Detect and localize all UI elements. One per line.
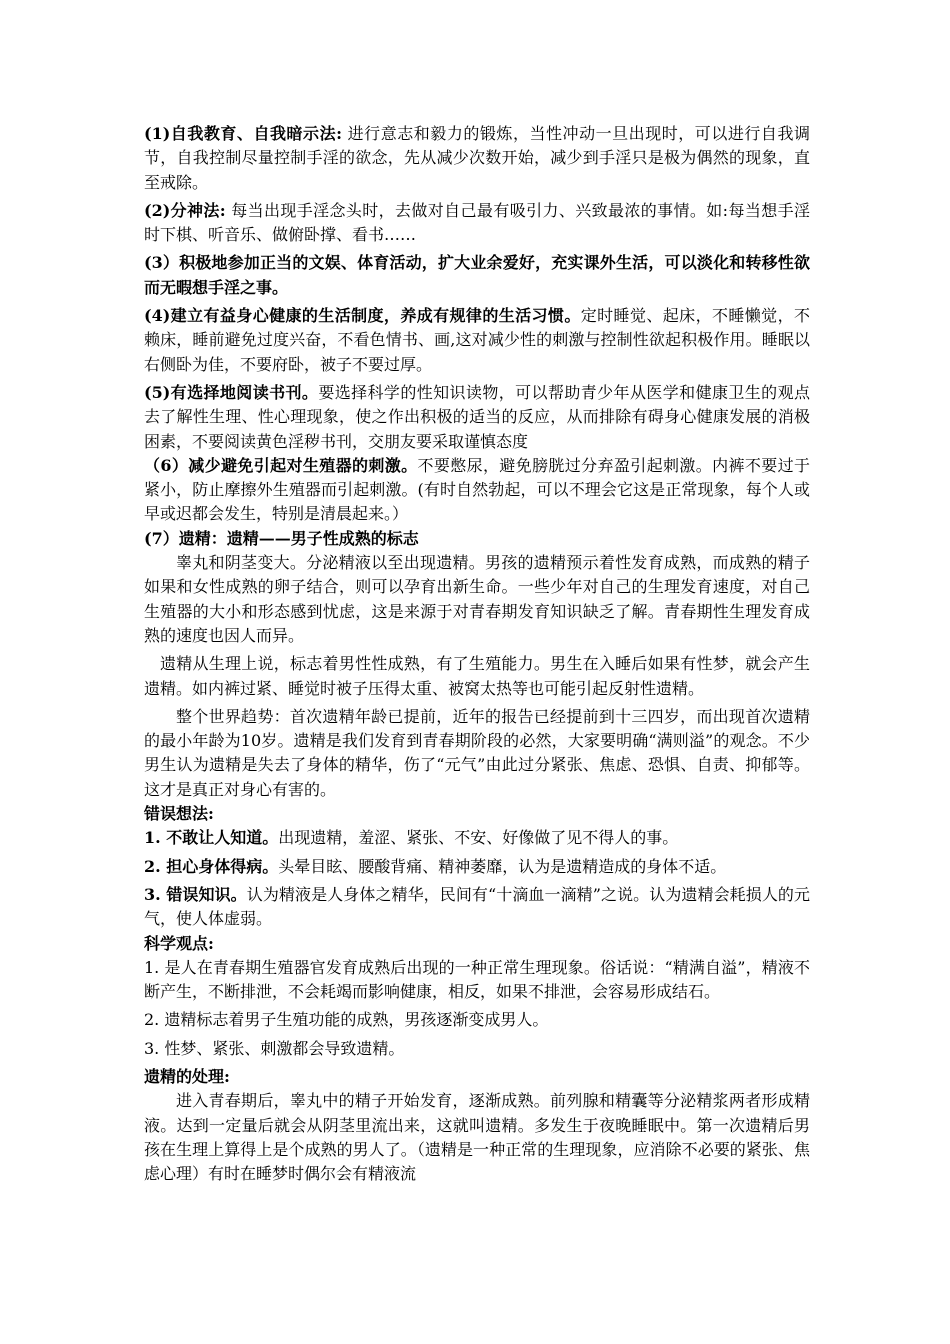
- list-item-text: 头晕目眩、腰酸背痛、精神萎靡，认为是遗精造成的身体不适。: [278, 856, 727, 876]
- paragraph-text: 定时睡觉、起床，不睡懒觉，不赖床，睡前避免过度兴奋，不看色情书、画,这对减少性的刺激与控制性欲起积极作用。睡眠以右侧卧为佳，不要府卧，被子不要过厚。: [144, 306, 810, 374]
- paragraph-lead: (3）积极地参加正当的文娱、体育活动，扩大业余爱好，充实课外生活，可以淡化和转移性欲而无暇想手淫之事。: [144, 253, 810, 297]
- list-item: 1. 是人在青春期生殖器官发育成熟后出现的一种正常生理现象。俗话说：“精满自溢”，精液不断产生，不断排泄，不会耗竭而影响健康，相反，如果不排泄，会容易形成结石。: [144, 957, 810, 1002]
- paragraph-reading: [144, 381, 810, 454]
- paragraph-lead: (4)建立有益身心健康的生活制度，养成有规律的生活习惯。: [144, 306, 581, 326]
- paragraph-stimulation: [144, 454, 810, 527]
- list-item: [144, 883, 810, 932]
- paragraph-lead: (7）遗精：遗精——男子性成熟的标志: [144, 528, 419, 548]
- paragraph-text: 进行意志和毅力的锻炼，当性冲动一旦出现时，可以进行自我调节，自我控制尽量控制手淫的欲念，先从减少次数开始，减少到手淫只是极为偶然的现象，直至戒除。: [144, 124, 810, 192]
- list-item-lead: 2. 担心身体得病。: [144, 856, 279, 876]
- paragraph-text: 要选择科学的性知识读物，可以帮助青少年从医学和健康卫生的观点去了解性生理、性心理现象，使之作出积极的适当的反应，从而排除有碍身心健康发展的消极困素，不要阅读黄色淫秽书刊，交朋友要采取谨慎态度: [144, 382, 810, 451]
- paragraph-lead: （6）减少避免引起对生殖器的刺激。: [144, 455, 418, 475]
- list-item: 2. 遗精标志着男子生殖功能的成熟，男孩逐渐变成男人。: [144, 1010, 549, 1030]
- list-item-text: 出现遗精，羞涩、紧张、不安、好像做了见不得人的事。: [278, 828, 679, 848]
- section-heading-handling: 遗精的处理:: [144, 1066, 230, 1086]
- paragraph-routine: [144, 304, 810, 377]
- section-heading-wrong-ideas: 错误想法:: [144, 804, 214, 824]
- paragraph-world-trend: 整个世界趋势：首次遗精年龄已提前，近年的报告已经提前到十三四岁，而出现首次遗精的最小年龄为10岁。遗精是我们发育到青春期阶段的必然，大家要明确“满则溢”的观念。不少男生认为遗精是失去了身体的精华，伤了“元气”由此过分紧张、焦虑、恐惧、自责、抑郁等。这才是真正对身心有害的。: [144, 706, 810, 799]
- list-item-lead: 1. 不敢让人知道。: [144, 828, 279, 848]
- paragraph-text: 每当出现手淫念头时，去做对自己最有吸引力、兴致最浓的事情。如:每当想手淫时下棋、听音乐、做俯卧撑、看书……: [144, 200, 810, 245]
- paragraph-lead: (2)分神法:: [144, 200, 226, 220]
- list-item: [144, 826, 810, 850]
- document-body: [144, 122, 810, 1186]
- list-item-lead: 3. 错误知识。: [144, 884, 247, 904]
- paragraph-lead: (5)有选择地阅读书刊。: [144, 382, 319, 402]
- paragraph-handling: 进入青春期后，睾丸中的精子开始发育，逐渐成熟。前列腺和精囊等分泌精浆两者形成精液。达到一定量后就会从阴茎里流出来，这就叫遗精。多发生于夜晚睡眠中。第一次遗精后男孩在生理上算得上是个成熟的男人了。（遗精是一种正常的生理现象，应消除不必要的紧张、焦虑心理）有时在睡梦时偶尔会有精液流: [144, 1091, 810, 1184]
- paragraph-physiology: 遗精从生理上说，标志着男性性成熟，有了生殖能力。男生在入睡后如果有性梦，就会产生遗精。如内裤过紧、睡觉时被子压得太重、被窝太热等也可能引起反射性遗精。: [144, 654, 810, 698]
- paragraph-development: 睾丸和阴茎变大。分泌精液以至出现遗精。男孩的遗精预示着性发育成熟，而成熟的精子如果和女性成熟的卵子结合，则可以孕育出新生命。一些少年对自己的生理发育速度，对自己生殖器的大小和形态感到忧虑，这是来源于对青春期发育知识缺乏了解。青春期性生理发育成熟的速度也因人而异。: [144, 553, 810, 645]
- list-item: [144, 855, 810, 879]
- list-item-text: 认为精液是人身体之精华，民间有“十滴血一滴精”之说。认为遗精会耗损人的元气，使人体虚弱。: [144, 884, 810, 929]
- paragraph-activities: [144, 251, 810, 300]
- paragraph-self-education: [144, 122, 810, 195]
- list-item: 3. 性梦、紧张、刺激都会导致遗精。: [144, 1038, 405, 1058]
- section-heading-emission: [144, 527, 810, 551]
- section-heading-science: 科学观点:: [144, 933, 214, 953]
- paragraph-text: 不要憋尿，避免膀胱过分弃盈引起刺激。内裤不要过于紧小，防止摩擦外生殖器而引起刺激。(有时自然勃起，可以不理会它这是正常现象，每个人或早或迟都会发生，特别是清晨起来。）: [144, 455, 810, 524]
- paragraph-lead: (1)自我教育、自我暗示法:: [144, 124, 343, 143]
- paragraph-distraction: [144, 199, 810, 248]
